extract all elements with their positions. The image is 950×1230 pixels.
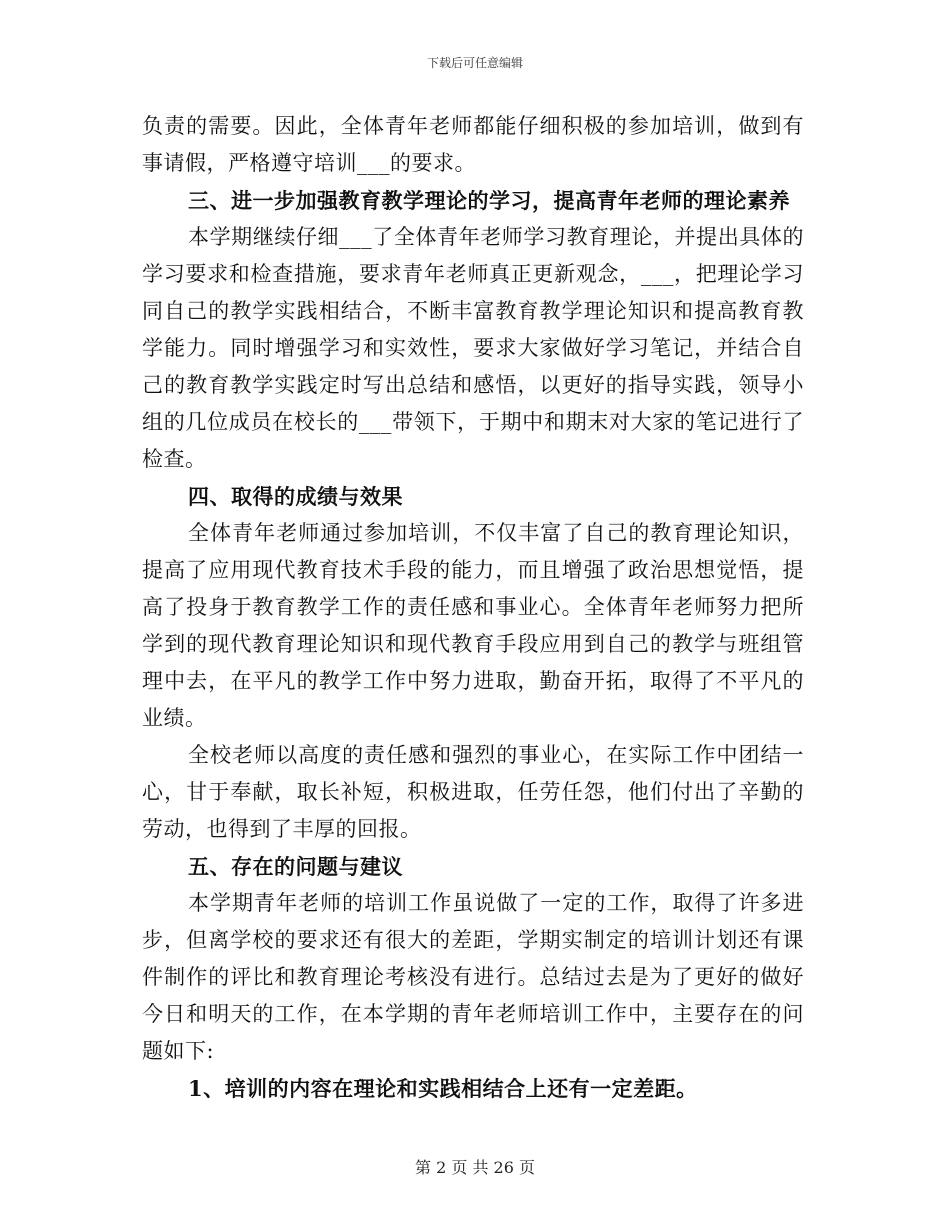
section-heading-5: 五、存在的问题与建议: [188, 854, 403, 879]
paragraph-problems: 本学期青年老师的培训工作虽说做了一定的工作，取得了许多进步，但离学校的要求还有很大的差距，学期实制定的培训计划还有课件制作的评比和教育理论考核没有进行。总结过去是为了更好的做好今日和明天的工作，在本学期的青年老师培训工作中，主要存在的问题如下:: [142, 891, 804, 1063]
subheading-problem-1: 1、培训的内容在理论和实践相结合上还有一定差距。: [188, 1076, 698, 1101]
paragraph-achievements: 全体青年老师通过参加培训，不仅丰富了自己的教育理论知识，提高了应用现代教育技术手段的能力，而且增强了政治思想觉悟，提高了投身于教育教学工作的责任感和事业心。全体青年老师努力把所学到的现代教育理论知识和现代教育手段应用到自己的教学与班组管理中去，在平凡的教学工作中努力进取，勤奋开拓，取得了不平凡的业绩。: [142, 521, 804, 730]
section-heading-4: 四、取得的成绩与效果: [188, 484, 403, 509]
paragraph-teachers-dedication: 全校老师以高度的责任感和强烈的事业心，在实际工作中团结一心，甘于奉献，取长补短，积极进取，任劳任怨，他们付出了辛勤的劳动，也得到了丰厚的回报。: [142, 743, 804, 841]
page-number: 第 2 页 共 26 页: [415, 1158, 535, 1177]
document-body: [142, 108, 804, 1107]
paragraph-theory-study: 本学期继续仔细___了全体青年老师学习教育理论，并提出具体的学习要求和检查措施，要求青年老师真正更新观念，___，把理论学习同自己的教学实践相结合，不断丰富教育教学理论知识和提高教育教学能力。同时增强学习和实效性，要求大家做好学习笔记，并结合自己的教育教学实践定时写出总结和感悟，以更好的指导实践，领导小组的几位成员在校长的___带领下，于期中和期末对大家的笔记进行了检查。: [142, 225, 804, 471]
paragraph-continuation: 负责的需要。因此，全体青年老师都能仔细积极的参加培训，做到有事请假，严格遵守培训___的要求。: [142, 114, 804, 175]
section-heading-3: 三、进一步加强教育教学理论的学习，提高青年老师的理论素养: [188, 188, 790, 213]
header-note: 下载后可任意编辑: [426, 56, 523, 70]
